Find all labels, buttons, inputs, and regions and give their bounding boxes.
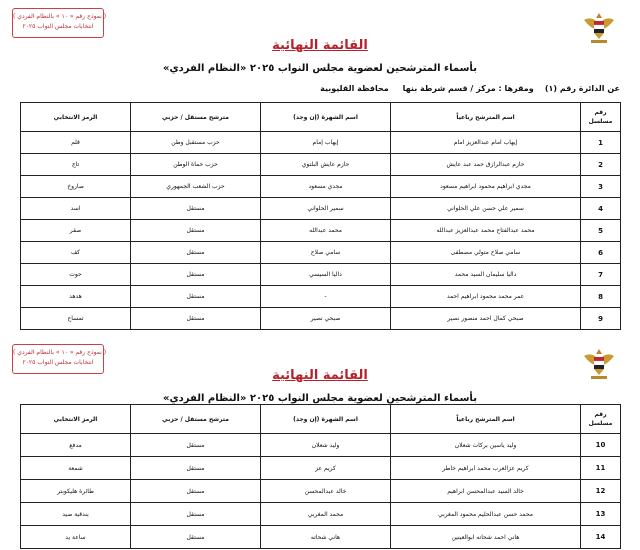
cell-name: داليا سليمان السيد محمد bbox=[391, 264, 581, 286]
cell-fame: سمير الحلواني bbox=[261, 198, 391, 220]
cell-symbol: شمعة bbox=[21, 457, 131, 480]
cell-num: 4 bbox=[581, 198, 621, 220]
cell-fame: داليا السيسي bbox=[261, 264, 391, 286]
list-subtitle: بأسماء المترشحين لعضوية مجلس النواب ٢٠٢٥ «النظام الفردي» bbox=[163, 63, 477, 74]
list-title: القائمة النهائية bbox=[272, 38, 368, 53]
election-name-line: انتخابات مجلس النواب ٢٠٢٥ bbox=[22, 23, 94, 30]
cell-num: 11 bbox=[581, 457, 621, 480]
table-body bbox=[21, 132, 621, 330]
cell-name: محمد حسن عبدالحليم محمود المغربي bbox=[391, 503, 581, 526]
cell-name: سمير علي حسن علي الحلواني bbox=[391, 198, 581, 220]
cell-party: حزب حماة الوطن bbox=[131, 154, 261, 176]
table-header-row bbox=[21, 405, 621, 434]
header-fame: اسم الشهرة (إن وجد) bbox=[261, 103, 391, 132]
cell-fame: - bbox=[261, 286, 391, 308]
cell-fame: محمد المغربي bbox=[261, 503, 391, 526]
table-body bbox=[21, 434, 621, 549]
cell-name: مجدي ابراهيم محمود ابراهيم مسعود bbox=[391, 176, 581, 198]
district-info bbox=[20, 84, 620, 93]
cell-name: كريم عزالعرب محمد ابراهيم خاطر bbox=[391, 457, 581, 480]
cell-party: مستقل bbox=[131, 220, 261, 242]
cell-symbol: حوت bbox=[21, 264, 131, 286]
table-row bbox=[21, 526, 621, 549]
cell-name: حازم عبدالرازق حمد عبد عايش bbox=[391, 154, 581, 176]
cell-fame: صبحي نصير bbox=[261, 308, 391, 330]
cell-fame: حازم عايش البلتوي bbox=[261, 154, 391, 176]
table-row bbox=[21, 503, 621, 526]
table-row bbox=[21, 176, 621, 198]
table-row bbox=[21, 154, 621, 176]
cell-symbol: صاروخ bbox=[21, 176, 131, 198]
candidates-table-page-1 bbox=[20, 102, 621, 330]
cell-party: مستقل bbox=[131, 503, 261, 526]
election-name-line: انتخابات مجلس النواب ٢٠٢٥ bbox=[22, 359, 94, 366]
header-party: مترشح مستقل / حزبي bbox=[131, 103, 261, 132]
cell-num: 1 bbox=[581, 132, 621, 154]
cell-num: 14 bbox=[581, 526, 621, 549]
header-name: اسم المترشح رباعياً bbox=[391, 405, 581, 434]
district-governorate: محافظة القليوبية bbox=[320, 84, 389, 93]
table-row bbox=[21, 264, 621, 286]
form-number-box bbox=[12, 8, 107, 38]
list-title: القائمة النهائية bbox=[272, 368, 368, 383]
cell-symbol: هدهد bbox=[21, 286, 131, 308]
cell-party: مستقل bbox=[131, 480, 261, 503]
header-symbol: الرمز الانتخابي bbox=[21, 103, 131, 132]
cell-party: حزب الشعب الجمهوري bbox=[131, 176, 261, 198]
cell-name: وليد ياسين بركات شعلان bbox=[391, 434, 581, 457]
cell-num: 2 bbox=[581, 154, 621, 176]
cell-name: عمر محمد محمود ابراهيم احمد bbox=[391, 286, 581, 308]
cell-num: 10 bbox=[581, 434, 621, 457]
form-number-line: ( نموذج رقم « ١٠ » بالنظام الفردي ) bbox=[13, 349, 107, 356]
table-row bbox=[21, 198, 621, 220]
cell-fame: مجدي مسعود bbox=[261, 176, 391, 198]
cell-num: 5 bbox=[581, 220, 621, 242]
cell-symbol: تاج bbox=[21, 154, 131, 176]
cell-symbol: قلم bbox=[21, 132, 131, 154]
cell-party: حزب مستقبل وطن bbox=[131, 132, 261, 154]
table-row bbox=[21, 457, 621, 480]
header-symbol: الرمز الانتخابي bbox=[21, 405, 131, 434]
cell-num: 9 bbox=[581, 308, 621, 330]
cell-name: هاني احمد شحاته ابوالعينين bbox=[391, 526, 581, 549]
table-header-row bbox=[21, 103, 621, 132]
cell-symbol: صقر bbox=[21, 220, 131, 242]
cell-symbol: كف bbox=[21, 242, 131, 264]
cell-party: مستقل bbox=[131, 434, 261, 457]
cell-fame: إيهاب إمام bbox=[261, 132, 391, 154]
cell-symbol: طائرة هليكوبتر bbox=[21, 480, 131, 503]
cell-party: مستقل bbox=[131, 457, 261, 480]
cell-name: صبحي كمال احمد منصور نصير bbox=[391, 308, 581, 330]
cell-fame: كريم عز bbox=[261, 457, 391, 480]
cell-name: إيهاب امام عبدالعزيز امام bbox=[391, 132, 581, 154]
cell-party: مستقل bbox=[131, 242, 261, 264]
cell-symbol: بندقية صيد bbox=[21, 503, 131, 526]
cell-party: مستقل bbox=[131, 198, 261, 220]
cell-symbol: تمساح bbox=[21, 308, 131, 330]
cell-name: محمد عبدالفتاح محمد عبدالعزيز عبدالله bbox=[391, 220, 581, 242]
cell-symbol: مدفع bbox=[21, 434, 131, 457]
candidates-table-page-2 bbox=[20, 404, 621, 549]
header-name: اسم المترشح رباعياً bbox=[391, 103, 581, 132]
district-label: عن الدائرة رقم bbox=[559, 84, 620, 93]
cell-symbol: اسد bbox=[21, 198, 131, 220]
cell-num: 7 bbox=[581, 264, 621, 286]
table-row bbox=[21, 132, 621, 154]
table-row bbox=[21, 286, 621, 308]
cell-num: 3 bbox=[581, 176, 621, 198]
table-row bbox=[21, 220, 621, 242]
form-number-line: ( نموذج رقم « ١٠ » بالنظام الفردي ) bbox=[13, 13, 107, 20]
cell-fame: وليد شعلان bbox=[261, 434, 391, 457]
cell-fame: سامي صلاح bbox=[261, 242, 391, 264]
table-row bbox=[21, 308, 621, 330]
cell-party: مستقل bbox=[131, 526, 261, 549]
cell-num: 13 bbox=[581, 503, 621, 526]
header-num: رقم مسلسل bbox=[581, 405, 621, 434]
cell-fame: محمد عبدالله bbox=[261, 220, 391, 242]
cell-name: سامي صلاح متولي مصطفى bbox=[391, 242, 581, 264]
cell-num: 12 bbox=[581, 480, 621, 503]
table-row bbox=[21, 242, 621, 264]
cell-name: خالد السيد عبدالمحسن ابراهيم bbox=[391, 480, 581, 503]
header-party: مترشح مستقل / حزبي bbox=[131, 405, 261, 434]
cell-party: مستقل bbox=[131, 308, 261, 330]
district-seat: ومقرها : مركز / قسم شرطة بنها bbox=[402, 84, 534, 93]
header-num: رقم مسلسل bbox=[581, 103, 621, 132]
district-number: (١) bbox=[544, 84, 558, 93]
table-row bbox=[21, 434, 621, 457]
list-subtitle: بأسماء المترشحين لعضوية مجلس النواب ٢٠٢٥ «النظام الفردي» bbox=[163, 393, 477, 404]
cell-party: مستقل bbox=[131, 286, 261, 308]
cell-party: مستقل bbox=[131, 264, 261, 286]
cell-fame: هاني شحاته bbox=[261, 526, 391, 549]
cell-fame: خالد عبدالمحسن bbox=[261, 480, 391, 503]
cell-symbol: ساعة يد bbox=[21, 526, 131, 549]
cell-num: 8 bbox=[581, 286, 621, 308]
cell-num: 6 bbox=[581, 242, 621, 264]
header-fame: اسم الشهرة (إن وجد) bbox=[261, 405, 391, 434]
table-row bbox=[21, 480, 621, 503]
